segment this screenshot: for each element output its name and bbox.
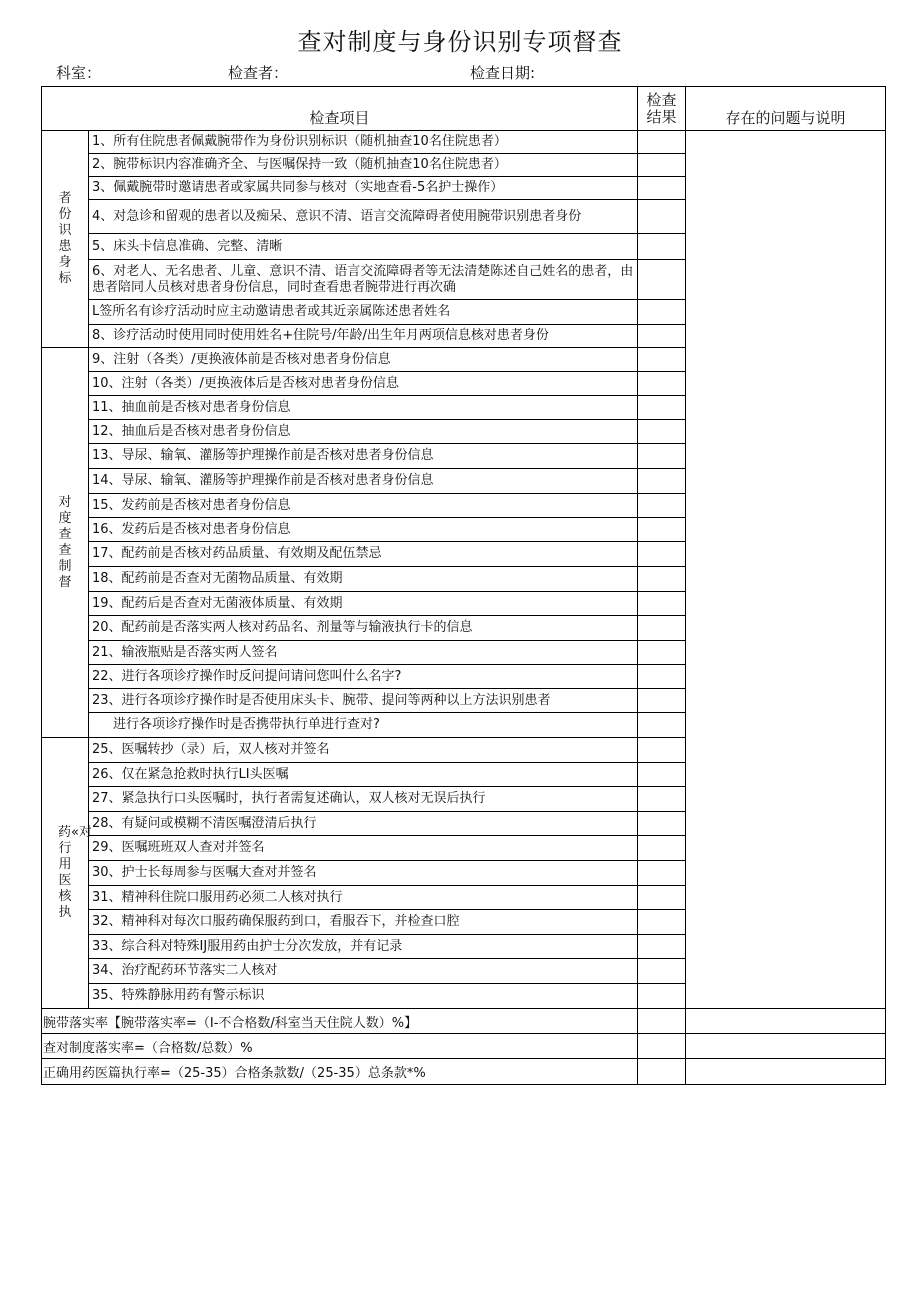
notes-cell[interactable] xyxy=(686,1059,886,1085)
check-item: 33、综合科对特殊IJ服用药由护士分次发放，并有记录 xyxy=(89,935,638,959)
check-item: 1、所有住院患者佩戴腕带作为身份识别标识（随机抽查10名住院患者） xyxy=(89,131,638,154)
result-cell[interactable] xyxy=(638,812,686,836)
check-item: 32、精神科对每次口服药确保服药到口，看服吞下，并检查口腔 xyxy=(89,910,638,935)
result-cell[interactable] xyxy=(638,665,686,689)
result-cell[interactable] xyxy=(638,641,686,665)
header-notes: 存在的问题与说明 xyxy=(686,87,886,131)
check-item: 25、医嘱转抄（录）后，双人核对并签名 xyxy=(89,738,638,763)
check-item: 34、治疗配药环节落实二人核对 xyxy=(89,959,638,984)
check-item: 2、腕带标识内容准确齐全、与医嘱保持一致（随机抽查10名住院患者） xyxy=(89,154,638,177)
check-item: 4、对急诊和留观的患者以及痴呆、意识不清、语言交流障碍者使用腕带识别患者身份 xyxy=(89,200,638,234)
inspector-label: 检查者： xyxy=(228,64,289,82)
check-item: 12、抽血后是否核对患者身份信息 xyxy=(89,420,638,444)
check-item: 8、诊疗活动时使用同时使用姓名+住院号/年龄/出生年月两项信息核对患者身份 xyxy=(89,325,638,348)
header-result: 检查 结果 xyxy=(638,87,686,131)
result-cell[interactable] xyxy=(638,886,686,910)
result-cell[interactable] xyxy=(638,348,686,372)
check-item: 16、发药后是否核对患者身份信息 xyxy=(89,518,638,542)
wristband-rate-label: 腕带落实率【腕带落实率=（I-不合格数/科室当天住院人数）%】 xyxy=(42,1009,638,1034)
result-cell[interactable] xyxy=(638,325,686,348)
result-cell[interactable] xyxy=(638,444,686,469)
result-cell[interactable] xyxy=(638,935,686,959)
check-item: 27、紧急执行口头医嘱时，执行者需复述确认，双人核对无误后执行 xyxy=(89,787,638,812)
check-item: 14、导尿、输氧、灌肠等护理操作前是否核对患者身份信息 xyxy=(89,469,638,494)
result-cell[interactable] xyxy=(638,592,686,616)
check-item: 10、注射（各类）/更换液体后是否核对患者身份信息 xyxy=(89,372,638,396)
check-item: 23、进行各项诊疗操作时是否使用床头卡、腕带、提问等两种以上方法识别患者 xyxy=(89,689,638,713)
notes-cell[interactable] xyxy=(686,131,886,1009)
result-cell[interactable] xyxy=(638,616,686,641)
result-cell[interactable] xyxy=(638,984,686,1009)
result-cell[interactable] xyxy=(638,542,686,567)
category-check-system xyxy=(42,348,89,738)
result-cell[interactable] xyxy=(638,1059,686,1085)
check-item: 21、输液瓶贴是否落实两人签名 xyxy=(89,641,638,665)
check-item: 29、医嘱班班双人查对并签名 xyxy=(89,836,638,861)
check-item: 13、导尿、输氧、灌肠等护理操作前是否核对患者身份信息 xyxy=(89,444,638,469)
check-item: 35、特殊静脉用药有警示标识 xyxy=(89,984,638,1009)
result-cell[interactable] xyxy=(638,689,686,713)
check-item: 18、配药前是否查对无菌物品质量、有效期 xyxy=(89,567,638,592)
category-label: 对度查查制督 xyxy=(58,494,72,590)
result-cell[interactable] xyxy=(638,177,686,200)
notes-cell[interactable] xyxy=(686,1034,886,1059)
check-item: 3、佩戴腕带时邀请患者或家属共同参与核对（实地查看-5名护士操作） xyxy=(89,177,638,200)
check-item: 6、对老人、无名患者、儿童、意识不清、语言交流障碍者等无法清楚陈述自己姓名的患者，由患者陪同人员核对患者身份信息，同时查看患者腕带进行再次确 xyxy=(89,260,638,300)
result-cell[interactable] xyxy=(638,469,686,494)
check-item: 26、仅在紧急抢救时执行LI头医嘱 xyxy=(89,763,638,787)
result-cell[interactable] xyxy=(638,713,686,738)
result-cell[interactable] xyxy=(638,1009,686,1034)
result-cell[interactable] xyxy=(638,836,686,861)
result-cell[interactable] xyxy=(638,260,686,300)
result-cell[interactable] xyxy=(638,234,686,260)
check-item: L签所名有诊疗活动时应主动邀请患者或其近亲属陈述患者姓名 xyxy=(89,300,638,325)
check-item: 22、进行各项诊疗操作时反问提问请问您叫什么名字? xyxy=(89,665,638,689)
result-cell[interactable] xyxy=(638,567,686,592)
check-item: 28、有疑问或模糊不清医嘱澄清后执行 xyxy=(89,812,638,836)
header-item: 检查项目 xyxy=(42,87,638,131)
result-cell[interactable] xyxy=(638,420,686,444)
inspection-table xyxy=(41,86,886,1085)
result-cell[interactable] xyxy=(638,396,686,420)
check-item: 19、配药后是否查对无菌液体质量、有效期 xyxy=(89,592,638,616)
result-cell[interactable] xyxy=(638,861,686,886)
check-item: 9、注射（各类）/更换液体前是否核对患者身份信息 xyxy=(89,348,638,372)
category-patient-id xyxy=(42,131,89,348)
result-cell[interactable] xyxy=(638,131,686,154)
check-system-rate-label: 查对制度落实率=（合格数/总数）% xyxy=(42,1034,638,1059)
date-label: 检查日期: xyxy=(470,64,536,82)
check-item: 31、精神科住院口服用药必须二人核对执行 xyxy=(89,886,638,910)
result-cell[interactable] xyxy=(638,154,686,177)
check-item: 17、配药前是否核对药品质量、有效期及配伍禁忌 xyxy=(89,542,638,567)
dept-label: 科室： xyxy=(56,64,102,82)
medication-rate-label: 正确用药医篇执行率=（25-35）合格条款数/（25-35）总条款*% xyxy=(42,1059,638,1085)
result-cell[interactable] xyxy=(638,300,686,325)
result-cell[interactable] xyxy=(638,787,686,812)
result-cell[interactable] xyxy=(638,910,686,935)
result-cell[interactable] xyxy=(638,372,686,396)
notes-cell[interactable] xyxy=(686,1009,886,1034)
category-label: 者份识患身标 xyxy=(58,191,72,286)
category-label: 药«对行用医核执 xyxy=(58,825,92,920)
check-item: 15、发药前是否核对患者身份信息 xyxy=(89,494,638,518)
result-cell[interactable] xyxy=(638,494,686,518)
result-cell[interactable] xyxy=(638,1034,686,1059)
category-medication xyxy=(42,738,92,1009)
check-item: 5、床头卡信息准确、完整、清晰 xyxy=(89,234,638,260)
result-cell[interactable] xyxy=(638,518,686,542)
check-item: 11、抽血前是否核对患者身份信息 xyxy=(89,396,638,420)
check-item: 30、护士长每周参与医嘱大查对并签名 xyxy=(89,861,638,886)
result-cell[interactable] xyxy=(638,763,686,787)
page-title: 查对制度与身份识别专项督查 xyxy=(297,28,623,56)
result-cell[interactable] xyxy=(638,738,686,763)
result-cell[interactable] xyxy=(638,200,686,234)
check-item: 进行各项诊疗操作时是否携带执行单进行查对? xyxy=(89,713,638,738)
result-cell[interactable] xyxy=(638,959,686,984)
check-item: 20、配药前是否落实两人核对药品名、剂量等与输液执行卡的信息 xyxy=(89,616,638,641)
